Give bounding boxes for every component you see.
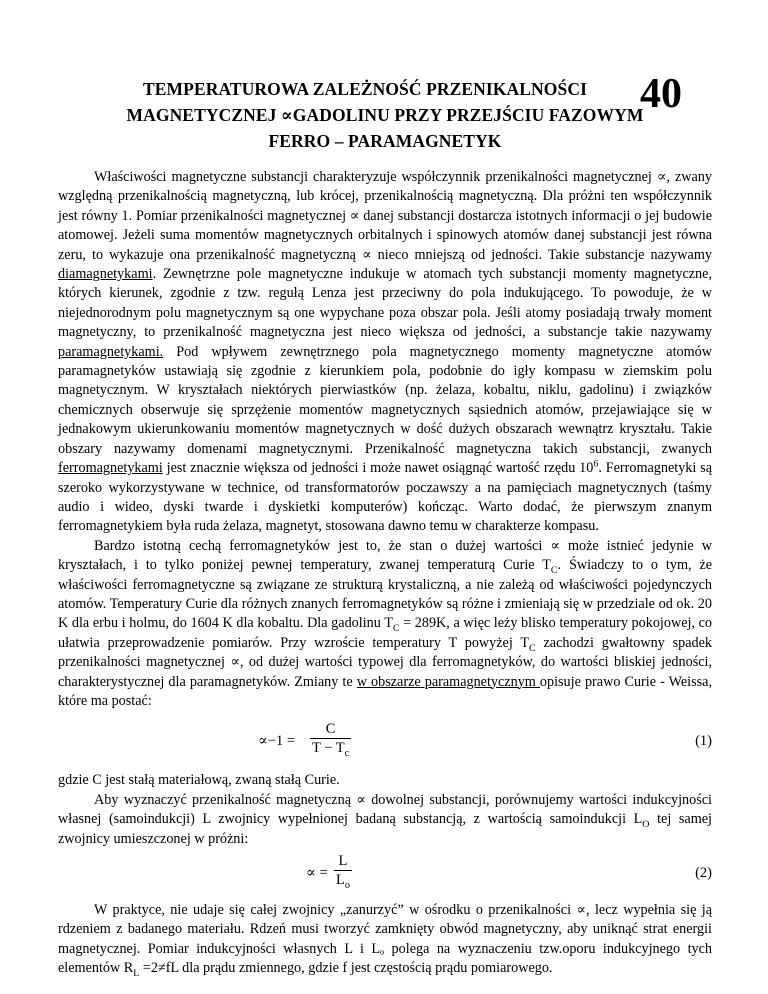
paragraph-curie-constant: gdzie C jest stałą materiałową, zwaną stałą Curie. (58, 772, 340, 789)
paragraph-practice: W praktyce, nie udaje się całej zwojnicy „zanurzyć” w ośrodku o przenikalności ∝, lecz wypełnia się ją rdzeniem z badanego materiału. Rdzeń musi tworzyć zamknięty obwód magnetyczny, aby uniknąć strat energii magnetycznej. Pomiar indukcyjności własnych L i Lₒ polega na wyznaczeniu tzw.oporu indukcyjnego tych elementów $R_L =2\ne fL$ dla prądu zmiennego, gdzie f jest częstością prądu pomiarowego. (58, 902, 712, 980)
title-block (58, 71, 712, 154)
title-line-1: TEMPERATUROWA ZALEŻNOŚĆ PRZENIKALNOŚCI (143, 79, 587, 99)
equation-2-number: (2) (695, 865, 712, 881)
term-paramagnetic-region: w obszarze paramagnetycznym (356, 673, 540, 690)
document-page (58, 71, 713, 980)
term-paramagnetics: paramagnetykami. (58, 343, 164, 360)
title-line-2: MAGNETYCZNEJ ∝GADOLINU PRZY PRZEJŚCIU FAZOWYM (126, 105, 644, 125)
exercise-number: 40 (640, 71, 682, 117)
paragraph-intro: Właściwości magnetyczne substancji charakteryzuje współczynnik przenikalności magnetycznej ∝, zwany względną przenikalnością magnetyczną, lub krócej, przenikalnością magnetyczną. Dla próżni ten współczynnik jest równy 1. Pomiar przenikalności magnetycznej ∝ danej substancji dostarcza istotnych informacji o jej budowie atomowej. Jeżeli suma momentów magnetycznych orbitalnych i spinowych atomów danej substancji jest równa zeru, to wykazuje ona przenikalność magnetyczną ∝ nieco mniejszą od jedności. Takie substancje nazywamy diamagnetykami. Zewnętrzne pole magnetyczne indukuje w atomach tych substancji momenty magnetyczne, których kierunek, zgodnie z tzw. regułą Lenza jest przeciwny do pola indukującego. To powoduje, że w niejednorodnym polu magnetycznym są one wypychane poza obszar pola. Jeśli atomy posiadają trwały moment magnetyczny, to przenikalność magnetyczna jest nieco większa od jedności, a substancje takie nazywamy paramagnetykami. Pod wpływem zewnętrznego pola magnetycznego momenty magnetyczne atomów paramagnetyków ustawiają się zgodnie z kierunkiem pola, podobnie do igły kompasu w ziemskim polu magnetycznym. W kryształach niektórych pierwiastków (np. żelaza, kobaltu, niklu, gadolinu) i związków chemicznych obserwuje się sprzężenie momentów magnetycznych sąsiednich atomów, przejawiające się w jednakowym ukierunkowaniu momentów magnetycznych w dość dużych obszarach wewnątrz kryształu. Takie obszary nazywamy domenami magnetycznymi. Przenikalność magnetyczna takich substancji, zwanych ferromagnetykami jest znacznie większa od jedności i może nawet osiągnąć wartość rzędu $10^6$. Ferromagnetyki są szeroko wykorzystywane w technice, od transformatorów poczawszy a na pamięciach magnetycznych (taśmy audio i wideo, dyski twarde i dyskietki komputerów) kończąc. Warto dodać, że pierwszym znanym ferromagnetykiem była ruda żelaza, magnetyt, stosowana dawno temu w charakterze kompasu. (58, 169, 712, 535)
paragraph-method: Aby wyznaczyć przenikalność magnetyczną ∝ dowolnej substancji, porównujemy wartości indukcyjności własnej (samoindukcji) L zwojnicy wypełnionej badaną substancją, z wartością samoindukcji $L_O$ tej samej zwojnicy umieszczonej w próżni: (58, 791, 712, 847)
equation-1: ∝−1 = $\frac{C}{T - T_c}$ (1) (258, 721, 712, 760)
paragraph-curie: Bardzo istotną cechą ferromagnetyków jest to, że stan o dużej wartości ∝ może istnieć jedynie w kryształach, i to tylko poniżej pewnej temperatury, zwanej temperaturą Curie $T_C$. Świadczy to o tym, że właściwości ferromagnetyczne są związane ze strukturą krystaliczną, a nie zależą od właściwości pojedynczych atomów. Temperatury Curie dla różnych znanych ferromagnetyków są różne i zmieniają się w przedziale od ok. 20 K dla erbu i holmu, do 1604 K dla kobaltu. Dla gadolinu $T_C = 289K$, a więc leży blisko temperatury pokojowej, co ułatwia przeprowadzenie pomiarów. Przy wzroście temperatury T powyżej $T_C$ zachodzi gwałtowny spadek przenikalności magnetycznej ∝, od dużej wartości typowej dla ferromagnetyków, do wartości bliskiej jedności, charakterystycznej dla paramagnetyków. Zmiany te w obszarze paramagnetycznym opisuje prawo Curie - Weissa, które ma postać: (58, 537, 713, 709)
term-ferromagnetics: ferromagnetykami (58, 460, 163, 477)
title-line-3: FERRO – PARAMAGNETYK (268, 131, 502, 151)
term-diamagnetics: diamagnetykami (58, 266, 153, 283)
equation-1-number: (1) (695, 733, 712, 750)
equation-2: ∝ = $\frac{L}{L_o}$ (2) (306, 853, 712, 891)
